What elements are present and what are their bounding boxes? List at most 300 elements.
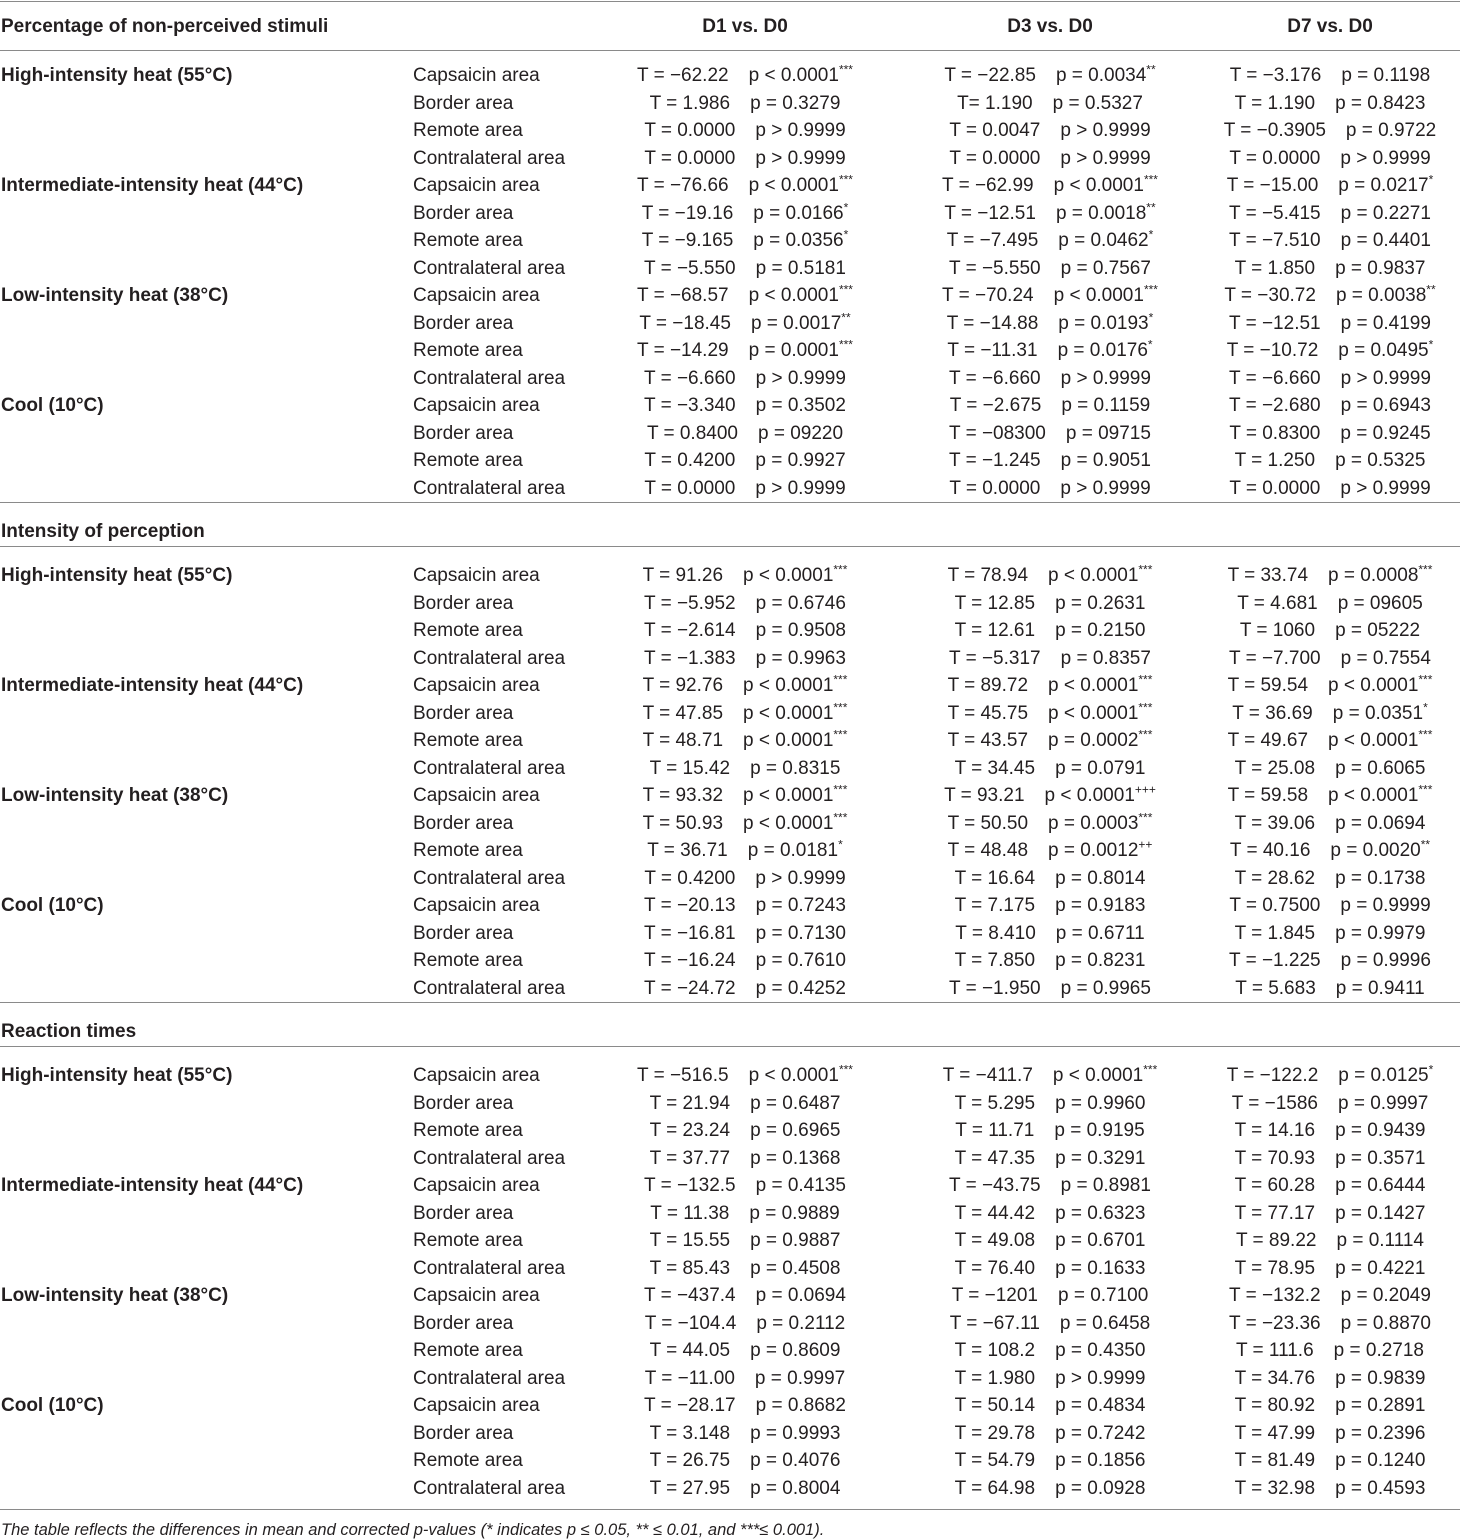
stat-cell-d7 xyxy=(1200,782,1460,809)
area-label: Contralateral area xyxy=(413,1367,566,1389)
t-value: T = 12.61 xyxy=(954,620,1036,641)
stat-cell-d7 xyxy=(1200,255,1460,282)
stat-cell-d1 xyxy=(600,645,890,672)
p-value: p = 05222 xyxy=(1335,620,1421,641)
p-value: p > 0.9999 xyxy=(755,120,846,141)
stat-cell-d7 xyxy=(1200,1420,1460,1447)
p-value: p = 0.0462 xyxy=(1058,230,1149,251)
t-value: T = −2.680 xyxy=(1229,395,1321,416)
stat-cell-d3 xyxy=(900,837,1200,864)
t-value: T = −12.51 xyxy=(944,202,1036,224)
stat-cell-d1 xyxy=(600,920,890,947)
area-label: Border area xyxy=(413,1422,514,1444)
significance-marker: *** xyxy=(1143,282,1158,297)
t-value: T = 48.48 xyxy=(947,840,1029,861)
p-value: p = 0.7554 xyxy=(1340,647,1431,669)
stat-cell-d1 xyxy=(600,90,890,117)
area-label: Remote area xyxy=(413,1340,523,1361)
table-row xyxy=(0,365,1460,392)
p-value: p = 0.2718 xyxy=(1333,1340,1424,1361)
t-value: T = 64.98 xyxy=(954,1477,1036,1499)
significance-marker: *** xyxy=(838,337,853,352)
p-value: p = 0.8357 xyxy=(1060,647,1151,669)
p-value: p > 0.9999 xyxy=(755,367,846,389)
t-value: T = 54.79 xyxy=(954,1450,1036,1471)
stat-cell-d1 xyxy=(600,1337,890,1364)
stat-cell-d7 xyxy=(1200,892,1460,919)
significance-marker: *** xyxy=(838,1062,853,1077)
table-row xyxy=(0,645,1460,672)
t-value: T = −30.72 xyxy=(1224,285,1316,306)
table-row xyxy=(0,562,1460,589)
area-label: Capsaicin area xyxy=(413,395,540,416)
p-value: p = 0.9999 xyxy=(1340,895,1431,916)
t-value: T = −5.317 xyxy=(949,647,1041,669)
table-row xyxy=(0,337,1460,364)
stat-cell-d7 xyxy=(1200,200,1460,227)
t-value: T = 0.0000 xyxy=(949,477,1041,499)
p-value: p = 0.9997 xyxy=(754,1367,846,1389)
stat-cell-d3 xyxy=(900,90,1200,117)
stimulus-label: High-intensity heat (55°C) xyxy=(1,65,233,86)
table-row xyxy=(0,1310,1460,1337)
p-value: p = 0.2112 xyxy=(756,1312,846,1334)
stat-cell-d3 xyxy=(900,727,1200,754)
significance-marker: *** xyxy=(1418,562,1433,577)
p-value: p = 0.4401 xyxy=(1340,230,1431,251)
stat-cell-d3 xyxy=(900,1392,1200,1419)
area-label: Capsaicin area xyxy=(413,895,540,916)
t-value: T = 36.69 xyxy=(1232,702,1313,724)
t-value: T = −18.45 xyxy=(639,312,731,334)
stimulus-label: Low-intensity heat (38°C) xyxy=(1,785,229,806)
p-value: p = 0.2891 xyxy=(1335,1395,1426,1416)
stat-cell-d1 xyxy=(600,1172,890,1199)
stat-cell-d7 xyxy=(1200,1282,1460,1309)
t-value: T = −15.00 xyxy=(1226,175,1319,196)
t-value: T = 29.78 xyxy=(954,1422,1036,1444)
p-value: p < 0.0001 xyxy=(748,175,839,196)
stimulus-label: High-intensity heat (55°C) xyxy=(1,1065,233,1086)
p-value: p = 0.0012 xyxy=(1048,840,1139,861)
t-value: T = −5.415 xyxy=(1229,202,1321,224)
t-value: T = −23.36 xyxy=(1229,1312,1321,1334)
stat-cell-d1 xyxy=(600,475,890,502)
p-value: p = 0.6323 xyxy=(1055,1202,1146,1224)
stat-cell-d1 xyxy=(600,420,890,447)
t-value: T = −516.5 xyxy=(637,1065,729,1086)
p-value: p = 0.9963 xyxy=(755,647,846,669)
stat-cell-d3 xyxy=(900,617,1200,644)
area-label: Remote area xyxy=(413,840,523,861)
stat-cell-d7 xyxy=(1200,1337,1460,1364)
p-value: p > 0.9999 xyxy=(1060,147,1151,169)
stat-cell-d3 xyxy=(900,865,1200,892)
t-value: T = −22.85 xyxy=(944,65,1036,86)
p-value: p > 0.9999 xyxy=(1340,477,1431,499)
table-row xyxy=(0,782,1460,809)
significance-marker: * xyxy=(838,837,843,852)
t-value: T = 34.76 xyxy=(1234,1367,1316,1389)
t-value: T = 45.75 xyxy=(947,702,1029,724)
table-row xyxy=(0,392,1460,419)
p-value: p > 0.9999 xyxy=(1340,147,1431,169)
stat-cell-d3 xyxy=(900,200,1200,227)
stat-cell-d3 xyxy=(900,62,1200,89)
t-value: T = −132.5 xyxy=(644,1175,736,1196)
t-value: T = 1.980 xyxy=(954,1367,1036,1389)
t-value: T = −1.950 xyxy=(949,977,1041,999)
significance-marker: *** xyxy=(1138,727,1153,742)
area-label: Border area xyxy=(413,312,514,334)
t-value: T = 47.35 xyxy=(954,1147,1036,1169)
t-value: T = 0.8300 xyxy=(1229,422,1321,444)
p-value: p = 0.6458 xyxy=(1059,1312,1151,1334)
significance-marker: ** xyxy=(1146,200,1156,215)
stat-cell-d7 xyxy=(1200,172,1460,199)
significance-marker: *** xyxy=(1143,172,1158,187)
table-row xyxy=(0,227,1460,254)
stat-cell-d7 xyxy=(1200,562,1460,589)
stat-cell-d1 xyxy=(600,1447,890,1474)
t-value: T = −7.510 xyxy=(1229,230,1321,251)
t-value: T = 37.77 xyxy=(649,1147,731,1169)
stat-cell-d1 xyxy=(600,1145,890,1172)
significance-marker: ** xyxy=(841,310,851,325)
t-value: T = 11.38 xyxy=(650,1202,730,1224)
t-value: T = 33.74 xyxy=(1227,565,1309,586)
t-value: T = 7.850 xyxy=(954,950,1036,971)
stat-cell-d1 xyxy=(600,975,890,1002)
t-value: T = 50.50 xyxy=(947,812,1029,834)
stat-cell-d3 xyxy=(900,1090,1200,1117)
t-value: T = 50.93 xyxy=(642,812,724,834)
stat-cell-d1 xyxy=(600,282,890,309)
significance-marker: *** xyxy=(833,810,848,825)
t-value: T = 0.0000 xyxy=(644,147,736,169)
p-value: p = 0.4593 xyxy=(1335,1477,1426,1499)
p-value: p = 0.4508 xyxy=(750,1257,841,1279)
p-value: p < 0.0001 xyxy=(1052,1065,1144,1086)
t-value: T = 47.99 xyxy=(1234,1422,1316,1444)
p-value: p < 0.0001 xyxy=(743,702,834,724)
section-rule-bottom xyxy=(0,1046,1460,1047)
p-value: p = 0.4252 xyxy=(755,977,846,999)
significance-marker: *** xyxy=(1138,562,1153,577)
p-value: p = 0.6711 xyxy=(1055,922,1145,944)
t-value: T = −10.72 xyxy=(1226,340,1319,361)
table-row xyxy=(0,1392,1460,1419)
stat-cell-d3 xyxy=(900,337,1200,364)
stat-cell-d7 xyxy=(1200,1447,1460,1474)
area-label: Remote area xyxy=(413,730,523,751)
p-value: p < 0.0001 xyxy=(1328,785,1419,806)
p-value: p = 0.6746 xyxy=(755,592,846,614)
t-value: T = −70.24 xyxy=(942,285,1034,306)
t-value: T = 78.95 xyxy=(1234,1257,1316,1279)
significance-marker: * xyxy=(1148,227,1154,242)
p-value: p = 0.1633 xyxy=(1055,1257,1146,1279)
table-row xyxy=(0,920,1460,947)
stimulus-label: Cool (10°C) xyxy=(1,895,104,916)
p-value: p = 0.9889 xyxy=(749,1202,840,1224)
stat-cell-d1 xyxy=(600,145,890,172)
stat-cell-d3 xyxy=(900,892,1200,919)
p-value: p = 0.0181 xyxy=(747,840,839,861)
p-value: p = 0.4350 xyxy=(1055,1340,1146,1361)
stat-cell-d7 xyxy=(1200,755,1460,782)
t-value: T = 7.175 xyxy=(954,895,1036,916)
area-label: Remote area xyxy=(413,1450,523,1471)
stat-cell-d3 xyxy=(900,947,1200,974)
p-value: p < 0.0001 xyxy=(1328,675,1419,696)
stat-cell-d7 xyxy=(1200,392,1460,419)
p-value: p = 0.4199 xyxy=(1340,312,1431,334)
p-value: p = 0.7243 xyxy=(755,895,846,916)
stimulus-label: High-intensity heat (55°C) xyxy=(1,565,233,586)
t-value: T = 1.250 xyxy=(1234,450,1316,471)
t-value: T = −1201 xyxy=(951,1285,1038,1306)
area-label: Border area xyxy=(413,592,514,614)
p-value: p = 0.7130 xyxy=(755,922,846,944)
p-value: p = 0.9411 xyxy=(1335,977,1425,999)
stat-cell-d1 xyxy=(600,392,890,419)
table-row xyxy=(0,590,1460,617)
t-value: T = 5.295 xyxy=(954,1092,1036,1114)
stat-cell-d1 xyxy=(600,200,890,227)
t-value: T = 93.32 xyxy=(642,785,724,806)
significance-marker: * xyxy=(1147,337,1153,352)
t-value: T = 77.17 xyxy=(1234,1202,1316,1224)
p-value: p = 0.9439 xyxy=(1335,1120,1426,1141)
t-value: T = −6.660 xyxy=(949,367,1041,389)
significance-marker: *** xyxy=(833,672,848,687)
table-row xyxy=(0,90,1460,117)
stat-cell-d3 xyxy=(900,1475,1200,1502)
table-row xyxy=(0,1145,1460,1172)
t-value: T = 11.71 xyxy=(955,1120,1035,1141)
significance-marker: ** xyxy=(1420,837,1431,852)
p-value: p = 0.8609 xyxy=(750,1340,841,1361)
stat-cell-d1 xyxy=(600,892,890,919)
p-value: p = 0.9195 xyxy=(1054,1120,1145,1141)
p-value: p = 0.9839 xyxy=(1335,1367,1426,1389)
area-label: Border area xyxy=(413,1202,514,1224)
area-label: Contralateral area xyxy=(413,367,566,389)
stat-cell-d1 xyxy=(600,837,890,864)
table-row xyxy=(0,1365,1460,1392)
area-label: Border area xyxy=(413,922,514,944)
t-value: T = 28.62 xyxy=(1234,867,1316,889)
significance-marker: * xyxy=(1428,1062,1434,1077)
stat-cell-d1 xyxy=(600,1282,890,1309)
stat-cell-d7 xyxy=(1200,117,1460,144)
table-row xyxy=(0,1090,1460,1117)
t-value: T = 26.75 xyxy=(649,1450,731,1471)
p-value: p = 0.9993 xyxy=(750,1422,841,1444)
table-row xyxy=(0,755,1460,782)
table-row xyxy=(0,145,1460,172)
t-value: T = −411.7 xyxy=(942,1065,1033,1086)
significance-marker: *** xyxy=(838,62,853,77)
p-value: p = 0.0038 xyxy=(1335,285,1427,306)
p-value: p < 0.0001 xyxy=(1048,675,1139,696)
t-value: T = −11.00 xyxy=(644,1367,735,1389)
t-value: T = 0.0000 xyxy=(1229,147,1321,169)
p-value: p = 0.6701 xyxy=(1055,1230,1146,1251)
t-value: T = 59.54 xyxy=(1227,675,1309,696)
stat-cell-d7 xyxy=(1200,1117,1460,1144)
table-row xyxy=(0,1337,1460,1364)
t-value: T = 92.76 xyxy=(642,675,724,696)
p-value: p < 0.0001 xyxy=(748,65,839,86)
t-value: T = 0.0000 xyxy=(1229,477,1321,499)
significance-marker: * xyxy=(1428,172,1434,187)
p-value: p = 0.0495 xyxy=(1338,340,1429,361)
p-value: p = 0.0001 xyxy=(748,340,839,361)
table-row xyxy=(0,1062,1460,1089)
p-value: p = 0.3571 xyxy=(1335,1147,1426,1169)
p-value: p = 0.2396 xyxy=(1335,1422,1426,1444)
p-value: p = 0.0125 xyxy=(1338,1065,1429,1086)
stat-cell-d7 xyxy=(1200,1200,1460,1227)
p-value: p = 0.9183 xyxy=(1055,895,1146,916)
p-value: p < 0.0001 xyxy=(743,675,834,696)
p-value: p = 0.8423 xyxy=(1335,92,1426,114)
p-value: p = 0.8014 xyxy=(1055,867,1146,889)
p-value: p > 0.9999 xyxy=(1340,367,1431,389)
t-value: T = 48.71 xyxy=(642,730,724,751)
stat-cell-d7 xyxy=(1200,1145,1460,1172)
significance-marker: *** xyxy=(833,562,848,577)
p-value: p = 0.3502 xyxy=(755,395,846,416)
table-row xyxy=(0,1282,1460,1309)
t-value: T = 70.93 xyxy=(1234,1147,1316,1169)
table-row xyxy=(0,672,1460,699)
t-value: T = 59.58 xyxy=(1227,785,1309,806)
stat-cell-d7 xyxy=(1200,90,1460,117)
t-value: T = −104.4 xyxy=(644,1312,737,1334)
t-value: T = −2.614 xyxy=(644,620,736,641)
p-value: p = 0.0017 xyxy=(750,312,842,334)
p-value: p = 0.5325 xyxy=(1335,450,1426,471)
p-value: p = 0.0193 xyxy=(1058,312,1149,334)
t-value: T = 78.94 xyxy=(947,565,1029,586)
stat-cell-d3 xyxy=(900,1420,1200,1447)
p-value: p = 0.2631 xyxy=(1055,592,1146,614)
area-label: Contralateral area xyxy=(413,1147,566,1169)
p-value: p < 0.0001 xyxy=(748,285,839,306)
area-label: Capsaicin area xyxy=(413,65,540,86)
stat-cell-d3 xyxy=(900,1337,1200,1364)
t-value: T = 49.67 xyxy=(1227,730,1309,751)
p-value: p = 0.1114 xyxy=(1336,1230,1424,1251)
table-row xyxy=(0,447,1460,474)
stat-cell-d7 xyxy=(1200,1090,1460,1117)
column-header-d1: D1 vs. D0 xyxy=(702,16,788,37)
p-value: p = 0.0018 xyxy=(1055,202,1147,224)
p-value: p = 0.2271 xyxy=(1340,202,1431,224)
table-row xyxy=(0,255,1460,282)
significance-marker: * xyxy=(1428,337,1434,352)
significance-marker: *** xyxy=(833,727,848,742)
p-value: p = 0.9508 xyxy=(755,620,846,641)
t-value: T = 0.7500 xyxy=(1229,895,1321,916)
p-value: p = 09220 xyxy=(757,422,844,444)
stat-cell-d3 xyxy=(900,420,1200,447)
table-row xyxy=(0,700,1460,727)
significance-marker: ** xyxy=(1146,62,1156,77)
area-label: Border area xyxy=(413,202,514,224)
stimulus-label: Low-intensity heat (38°C) xyxy=(1,285,229,306)
p-value: p = 0.3291 xyxy=(1055,1147,1146,1169)
t-value: T = 0.0000 xyxy=(644,120,736,141)
table-row xyxy=(0,475,1460,502)
stat-cell-d3 xyxy=(900,1310,1200,1337)
area-label: Border area xyxy=(413,1092,514,1114)
p-value: p > 0.9999 xyxy=(1060,120,1151,141)
t-value: T = 0.4200 xyxy=(644,450,736,471)
stat-cell-d7 xyxy=(1200,365,1460,392)
stat-cell-d3 xyxy=(900,920,1200,947)
p-value: p > 0.9999 xyxy=(1060,367,1151,389)
p-value: p = 0.2150 xyxy=(1055,620,1146,641)
significance-marker: *** xyxy=(838,282,853,297)
stat-cell-d1 xyxy=(600,1117,890,1144)
stat-cell-d1 xyxy=(600,1227,890,1254)
significance-marker: * xyxy=(843,227,849,242)
t-value: T = 44.42 xyxy=(954,1202,1036,1224)
p-value: p = 0.8870 xyxy=(1340,1312,1431,1334)
t-value: T = 40.16 xyxy=(1229,840,1311,861)
p-value: p > 0.9999 xyxy=(1060,477,1151,499)
p-value: p = 0.7100 xyxy=(1057,1285,1149,1306)
stat-cell-d7 xyxy=(1200,1365,1460,1392)
table-row xyxy=(0,865,1460,892)
table-row xyxy=(0,1475,1460,1502)
p-value: p = 0.0791 xyxy=(1055,757,1146,779)
p-value: p = 0.9245 xyxy=(1340,422,1431,444)
stat-cell-d7 xyxy=(1200,447,1460,474)
p-value: p = 0.4221 xyxy=(1335,1257,1426,1279)
stat-cell-d3 xyxy=(900,145,1200,172)
t-value: T = 89.22 xyxy=(1236,1230,1317,1251)
stat-cell-d1 xyxy=(600,117,890,144)
stat-cell-d1 xyxy=(600,255,890,282)
p-value: p < 0.0001 xyxy=(1053,175,1144,196)
p-value: p = 09605 xyxy=(1337,592,1423,614)
t-value: T = 0.8400 xyxy=(646,422,738,444)
p-value: p = 0.1738 xyxy=(1335,867,1426,889)
stat-cell-d3 xyxy=(900,282,1200,309)
p-value: p = 0.6487 xyxy=(750,1092,841,1114)
p-value: p > 0.9999 xyxy=(755,867,846,889)
p-value: p = 0.5181 xyxy=(755,257,846,279)
p-value: p = 0.1427 xyxy=(1335,1202,1426,1224)
t-value: T = −62.99 xyxy=(942,175,1034,196)
stat-cell-d7 xyxy=(1200,475,1460,502)
area-label: Remote area xyxy=(413,120,523,141)
t-value: T = 89.72 xyxy=(947,675,1029,696)
significance-marker: *** xyxy=(1138,700,1153,715)
stat-cell-d7 xyxy=(1200,420,1460,447)
t-value: T = 0.4200 xyxy=(644,867,736,889)
stat-cell-d1 xyxy=(600,1475,890,1502)
p-value: p = 0.6943 xyxy=(1340,395,1431,416)
t-value: T = 1.850 xyxy=(1234,257,1316,279)
p-value: p = 0.4135 xyxy=(755,1175,846,1196)
p-value: p > 0.9999 xyxy=(755,147,846,169)
